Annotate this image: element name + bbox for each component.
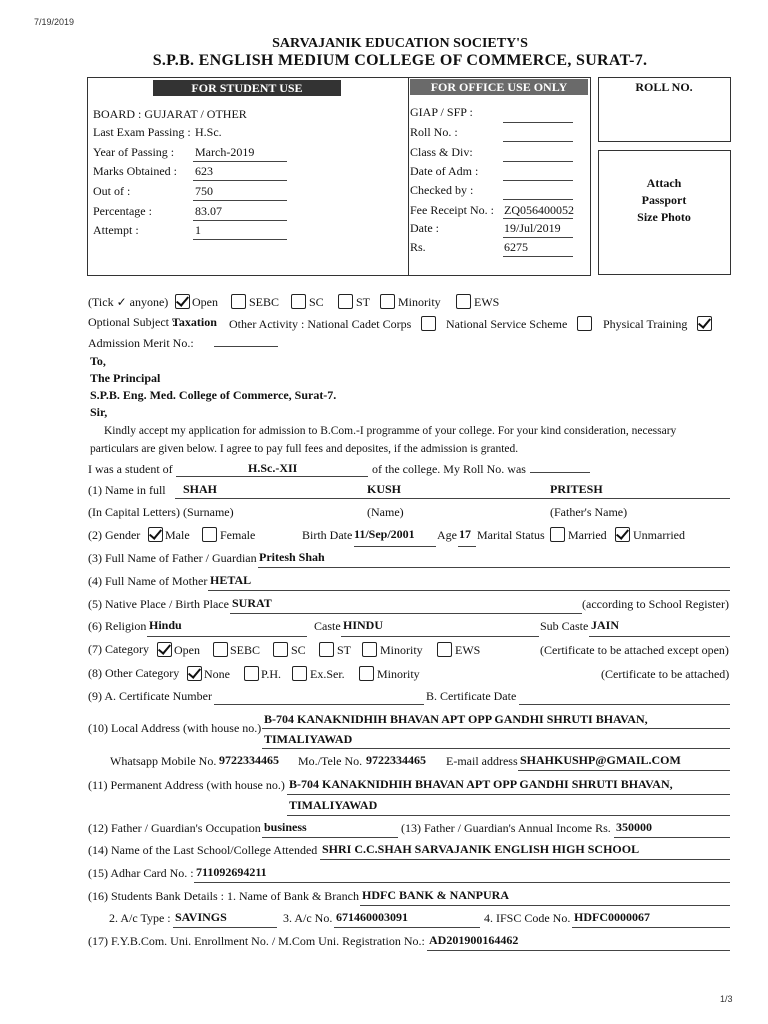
tick-sc-label: SC <box>309 295 324 309</box>
category-sebc-label: SEBC <box>230 643 261 657</box>
male-checkbox[interactable] <box>148 527 163 542</box>
unmarried-checkbox[interactable] <box>615 527 630 542</box>
category-minority-label: Minority <box>380 643 423 657</box>
category-ews-label: EWS <box>455 643 481 657</box>
gender-label: (2) Gender <box>88 528 141 542</box>
other-none-label: None <box>204 667 230 681</box>
whatsapp-label: Whatsapp Mobile No. <box>110 754 217 768</box>
surname-value: SHAH <box>183 482 218 496</box>
category-minority-checkbox[interactable] <box>362 642 377 657</box>
nss-label: National Service Scheme <box>446 317 568 331</box>
tick-st-checkbox[interactable] <box>338 294 353 309</box>
office-roll-label: Roll No. : <box>410 125 458 139</box>
native-value: SURAT <box>232 596 272 610</box>
tel-value: 9722334465 <box>366 753 426 767</box>
student-of-label: I was a student of <box>88 462 173 476</box>
date-value: 19/Jul/2019 <box>504 221 561 235</box>
other-category-note: (Certificate to be attached) <box>601 667 730 681</box>
mother-label: (4) Full Name of Mother <box>88 574 208 588</box>
ifsc-label: 4. IFSC Code No. <box>484 911 571 925</box>
permanent-address-label: (11) Permanent Address (with house no.) <box>88 778 285 792</box>
date-label: Date : <box>410 221 439 235</box>
email-label: E-mail address <box>446 754 518 768</box>
percent-label: Percentage : <box>93 204 152 218</box>
photo-line-1: Attach <box>646 176 682 190</box>
other-category-label: (8) Other Category <box>88 666 180 680</box>
income-label: (13) Father / Guardian's Annual Income Rs. <box>401 821 611 835</box>
caste-label: Caste <box>314 619 341 633</box>
father-full-label: (3) Full Name of Father / Guardian <box>88 551 257 565</box>
religion-value: Hindu <box>149 618 182 632</box>
male-label: Male <box>165 528 190 542</box>
rs-value: 6275 <box>504 240 528 254</box>
enrollment-label: (17) F.Y.B.Com. Uni. Enrollment No. / M.Com Uni. Registration No.: <box>88 934 425 948</box>
category-label: (7) Category <box>88 642 149 656</box>
local-address-label: (10) Local Address (with house no.) <box>88 721 262 735</box>
percent-value: 83.07 <box>195 204 222 218</box>
other-minority-checkbox[interactable] <box>359 666 374 681</box>
other-exser-label: Ex.Ser. <box>310 667 345 681</box>
merit-label: Admission Merit No.: <box>88 336 194 350</box>
account-number-label: 3. A/c No. <box>283 911 333 925</box>
year-label: Year of Passing : <box>93 145 175 159</box>
letter-to: To, <box>90 354 106 368</box>
rs-label: Rs. <box>410 240 426 254</box>
father-name-value: PRITESH <box>550 482 603 496</box>
tick-minority-label: Minority <box>398 295 441 309</box>
certificate-number-field <box>214 704 424 705</box>
ncc-label: Other Activity : National Cadet Corps <box>229 317 412 331</box>
last-school-label: (14) Name of the Last School/College Attended <box>88 843 318 857</box>
tick-open-checkbox[interactable] <box>175 294 190 309</box>
letter-para-1: Kindly accept my application for admission to B.Com.-I programme of your college. For your kind consideration, necessary <box>104 425 677 437</box>
category-sc-label: SC <box>291 643 306 657</box>
certificate-date-field <box>519 704 730 705</box>
fee-value: ZQ056400052 <box>504 203 574 217</box>
optional-subject-value: Taxation <box>172 315 217 329</box>
account-number-value: 671460003091 <box>336 910 408 924</box>
birth-date-value: 11/Sep/2001 <box>354 527 415 541</box>
tick-ews-label: EWS <box>474 295 500 309</box>
last-school-value: SHRI C.C.SHAH SARVAJANIK ENGLISH HIGH SCHOOL <box>322 842 640 856</box>
attempt-value: 1 <box>195 223 201 237</box>
attempt-label: Attempt : <box>93 223 139 237</box>
last-exam-value: H.Sc. <box>195 125 222 139</box>
pt-label: Physical Training <box>603 317 688 331</box>
roll-no-title: ROLL NO. <box>635 80 693 94</box>
father-sub-label: (Father's Name) <box>550 505 628 519</box>
box-divider <box>408 77 409 275</box>
income-value: 350000 <box>616 820 652 834</box>
permanent-address-line-2: TIMALIYAWAD <box>289 798 378 812</box>
print-date: 7/19/2019 <box>34 17 75 27</box>
permanent-address-line-1: B-704 KANAKNIDHIH BHAVAN APT OPP GANDHI SHRUTI BHAVAN, <box>289 777 673 791</box>
father-full-value: Pritesh Shah <box>259 550 325 564</box>
ncc-checkbox[interactable] <box>421 316 436 331</box>
adhar-label: (15) Adhar Card No. : <box>88 866 194 880</box>
first-name-value: KUSH <box>367 482 402 496</box>
nss-checkbox[interactable] <box>577 316 592 331</box>
letter-principal: The Principal <box>90 371 161 385</box>
tick-sebc-checkbox[interactable] <box>231 294 246 309</box>
marital-label: Marital Status <box>477 528 545 542</box>
bank-label: (16) Students Bank Details : 1. Name of Bank & Branch <box>88 889 359 903</box>
religion-label: (6) Religion <box>88 619 147 633</box>
certificate-number-label: (9) A. Certificate Number <box>88 689 212 703</box>
tick-st-label: ST <box>356 295 371 309</box>
tick-label: (Tick ✓ anyone) <box>88 295 169 309</box>
class-label: Class & Div: <box>410 145 473 159</box>
society-name: SARVAJANIK EDUCATION SOCIETY'S <box>272 36 528 51</box>
tick-open-label: Open <box>192 295 218 309</box>
page-number: 1/3 <box>720 994 733 1004</box>
tick-ews-checkbox[interactable] <box>456 294 471 309</box>
category-st-checkbox[interactable] <box>319 642 334 657</box>
married-label: Married <box>568 528 607 542</box>
adm-label: Date of Adm : <box>410 164 479 178</box>
unmarried-label: Unmarried <box>633 528 685 542</box>
other-exser-checkbox[interactable] <box>292 666 307 681</box>
ifsc-value: HDFC0000067 <box>574 910 650 924</box>
other-ph-label: P.H. <box>261 667 282 681</box>
local-address-line-2: TIMALIYAWAD <box>264 732 353 746</box>
occupation-label: (12) Father / Guardian's Occupation <box>88 821 261 835</box>
category-ews-checkbox[interactable] <box>437 642 452 657</box>
marks-value: 623 <box>195 164 213 178</box>
subcaste-label: Sub Caste <box>540 619 589 633</box>
student-of-suffix: of the college. My Roll No. was <box>372 462 526 476</box>
category-open-label: Open <box>174 643 200 657</box>
fee-label: Fee Receipt No. : <box>410 203 494 217</box>
category-note: (Certificate to be attached except open) <box>540 643 729 657</box>
merit-field <box>214 346 278 347</box>
adhar-value: 711092694211 <box>196 865 267 879</box>
caste-value: HINDU <box>343 618 384 632</box>
student-box-title: FOR STUDENT USE <box>153 80 341 96</box>
caps-label: (In Capital Letters) (Surname) <box>88 505 234 519</box>
account-type-value: SAVINGS <box>175 910 227 924</box>
pt-checkbox[interactable] <box>697 316 712 331</box>
native-label: (5) Native Place / Birth Place <box>88 597 229 611</box>
category-open-checkbox[interactable] <box>157 642 172 657</box>
name-label: (1) Name in full <box>88 483 166 497</box>
tel-label: Mo./Tele No. <box>298 754 363 768</box>
prev-roll-field <box>530 472 590 473</box>
category-st-label: ST <box>337 643 352 657</box>
photo-line-2: Passport <box>641 193 687 207</box>
account-type-label: 2. A/c Type : <box>109 911 171 925</box>
category-sc-checkbox[interactable] <box>273 642 288 657</box>
checked-label: Checked by : <box>410 183 474 197</box>
native-note: (according to School Register) <box>582 597 729 611</box>
last-exam-label: Last Exam Passing : <box>93 125 191 139</box>
local-address-line-1: B-704 KANAKNIDHIH BHAVAN APT OPP GANDHI SHRUTI BHAVAN, <box>264 712 648 726</box>
office-box-title: FOR OFFICE USE ONLY <box>410 79 588 95</box>
board-label: BOARD : GUJARAT / OTHER <box>93 107 247 121</box>
letter-para-2: particulars are given below. I agree to pay full fees and deposites, if the admission is granted. <box>90 443 519 455</box>
enrollment-value: AD201900164462 <box>429 933 519 947</box>
email-value: SHAHKUSHP@GMAIL.COM <box>520 753 681 767</box>
age-label: Age <box>437 528 457 542</box>
year-value: March-2019 <box>195 145 255 159</box>
birth-date-label: Birth Date <box>302 528 353 542</box>
marks-label: Marks Obtained : <box>93 164 177 178</box>
photo-line-3: Size Photo <box>637 210 691 224</box>
age-value: 17 <box>459 527 471 541</box>
whatsapp-value: 9722334465 <box>219 753 279 767</box>
other-ph-checkbox[interactable] <box>244 666 259 681</box>
female-checkbox[interactable] <box>202 527 217 542</box>
married-checkbox[interactable] <box>550 527 565 542</box>
letter-college: S.P.B. Eng. Med. College of Commerce, Surat-7. <box>90 388 337 402</box>
outof-value: 750 <box>195 184 213 198</box>
category-sebc-checkbox[interactable] <box>213 642 228 657</box>
tick-minority-checkbox[interactable] <box>380 294 395 309</box>
occupation-value: business <box>264 820 307 834</box>
outof-label: Out of : <box>93 184 131 198</box>
optional-subject-label: Optional Subject : <box>88 315 176 329</box>
giap-label: GIAP / SFP : <box>410 105 473 119</box>
subcaste-value: JAIN <box>591 618 620 632</box>
tick-sebc-label: SEBC <box>249 295 280 309</box>
female-label: Female <box>220 528 256 542</box>
tick-sc-checkbox[interactable] <box>291 294 306 309</box>
name-sub-label: (Name) <box>367 505 404 519</box>
bank-value: HDFC BANK & NANPURA <box>362 888 509 902</box>
other-minority-label: Minority <box>377 667 420 681</box>
other-none-checkbox[interactable] <box>187 666 202 681</box>
letter-sir: Sir, <box>90 405 108 419</box>
mother-value: HETAL <box>210 573 252 587</box>
student-of-value: H.Sc.-XII <box>248 461 298 475</box>
certificate-date-label: B. Certificate Date <box>426 689 517 703</box>
college-name: S.P.B. ENGLISH MEDIUM COLLEGE OF COMMERCE, SURAT-7. <box>152 52 648 69</box>
